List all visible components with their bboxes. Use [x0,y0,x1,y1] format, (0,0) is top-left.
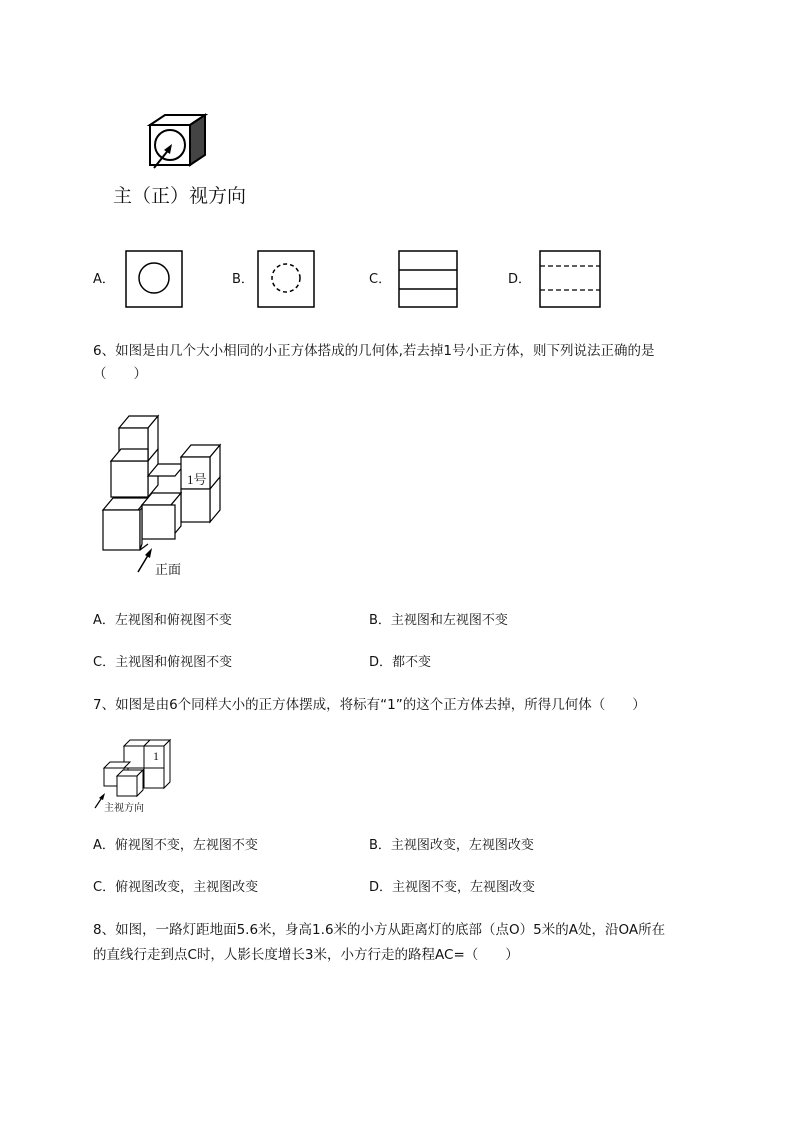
option-c-label[interactable]: C． [369,272,392,287]
option-b-label[interactable]: B． [232,272,254,287]
question-6-option-b[interactable]: B．主视图和左视图不变 [369,613,508,628]
main-view-direction-label: 主视方向 [104,803,144,814]
question-6-option-a[interactable]: A．左视图和俯视图不变 [93,613,232,628]
question-8-stem-line1: 8、如图，一路灯距地面5.6米，身高1.6米的小方从距离灯的底部（点O）5米的A处，沿OA所在 [93,922,666,938]
cube-with-circle-figure [140,110,220,170]
question-7-option-d[interactable]: D．主视图不变，左视图改变 [369,880,536,895]
option-c-view-solid-lines[interactable] [398,250,458,308]
view-direction-caption: 主（正）视方向 [113,185,247,207]
cube-stack-figure-q6 [100,412,230,582]
question-8-stem-line2: 的直线行走到点C时，人影长度增长3米，小方行走的路程AC=（ ） [93,947,519,963]
question-7-option-a[interactable]: A．俯视图不变，左视图不变 [93,838,258,853]
front-face-label: 正面 [155,563,182,578]
cube-1-label-q7: 1 [153,749,159,763]
question-6-option-d[interactable]: D．都不变 [369,655,432,670]
question-6-option-c[interactable]: C．主视图和俯视图不变 [93,655,233,670]
question-7-option-c[interactable]: C．俯视图改变，主视图改变 [93,880,259,895]
option-d-view-dashed-lines[interactable] [539,250,601,308]
cube-1-label: 1号 [187,472,207,487]
question-6-stem: 6、如图是由几个大小相同的小正方体搭成的几何体,若去掉1号小正方体，则下列说法正确的是 [93,343,655,359]
question-7-option-b[interactable]: B．主视图改变，左视图改变 [369,838,534,853]
question-6-blank: （ ） [93,366,147,382]
option-d-label[interactable]: D． [508,272,532,287]
option-a-label[interactable]: A． [93,272,115,287]
option-a-view-solid-circle[interactable] [125,250,183,308]
option-b-view-dashed-circle[interactable] [257,250,315,308]
question-7-stem: 7、如图是由6个同样大小的正方体摆成，将标有“1”的这个正方体去掉，所得几何体（ ） [93,697,646,713]
